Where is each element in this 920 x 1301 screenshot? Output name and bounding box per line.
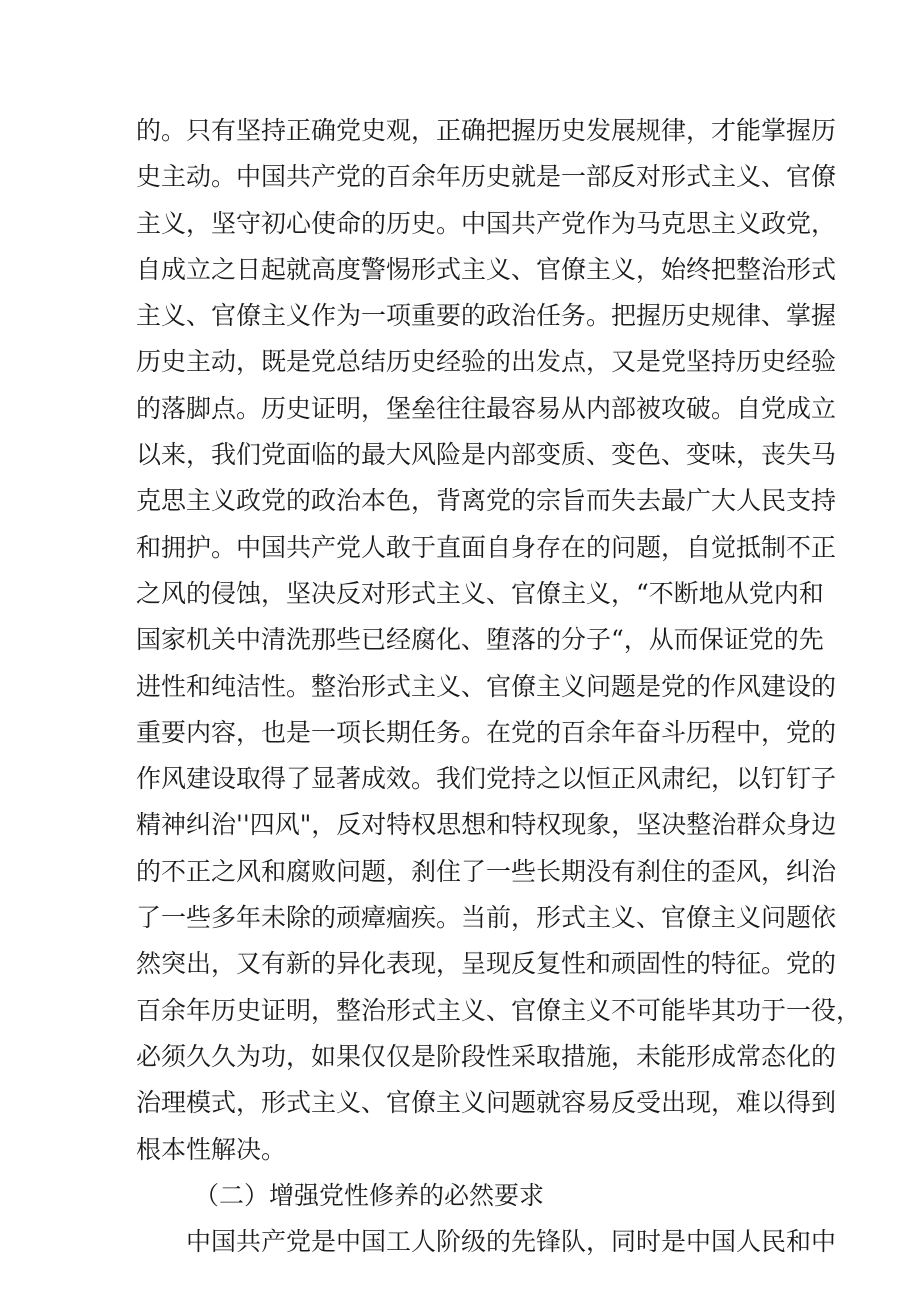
paragraph-line: 克思主义政党的政治本色，背离党的宗旨而失去最广大人民支持 bbox=[136, 486, 837, 516]
paragraph-line: 精神纠治''四风"，反对特权思想和特权现象，坚决整治群众身边 bbox=[136, 810, 837, 840]
paragraph-line: 的落脚点。历史证明，堡垒往往最容易从内部被攻破。自党成立 bbox=[136, 393, 837, 423]
paragraph-line: 进性和纯洁性。整治形式主义、官僚主义问题是党的作风建设的 bbox=[136, 671, 837, 701]
paragraph-line: 重要内容，也是一项长期任务。在党的百余年奋斗历程中，党的 bbox=[136, 717, 837, 747]
paragraph-line: 国家机关中清洗那些已经腐化、堕落的分子“，从而保证党的先 bbox=[136, 625, 824, 655]
paragraph-line: 百余年历史证明，整治形式主义、官僚主义不可能毕其功于一役， bbox=[136, 995, 862, 1025]
paragraph-line: 了一些多年未除的顽瘴痼疾。当前，形式主义、官僚主义问题依 bbox=[136, 903, 837, 933]
paragraph-last-line: 根本性解决。 bbox=[136, 1134, 287, 1164]
paragraph-line: 作风建设取得了显著成效。我们党持之以恒正风肃纪，以钉钉子 bbox=[136, 764, 837, 794]
paragraph-line: 和拥护。中国共产党人敢于直面自身存在的问题，自觉抵制不正 bbox=[136, 532, 837, 562]
paragraph-line: 之风的侵蚀，坚决反对形式主义、官僚主义，“不断地从党内和 bbox=[136, 578, 824, 608]
body-text bbox=[136, 108, 862, 1265]
paragraph-line: 史主动。中国共产党的百余年历史就是一部反对形式主义、官僚 bbox=[136, 162, 837, 192]
paragraph-line: 主义，坚守初心使命的历史。中国共产党作为马克思主义政党， bbox=[136, 208, 837, 238]
paragraph-line: 的。只有坚持正确党史观，正确把握历史发展规律，才能掌握历 bbox=[136, 116, 837, 145]
paragraph-line: 必须久久为功，如果仅仅是阶段性采取措施，未能形成常态化的 bbox=[136, 1041, 837, 1071]
paragraph-line: 历史主动，既是党总结历史经验的出发点，又是党坚持历史经验 bbox=[136, 347, 837, 377]
paragraph-line: 自成立之日起就高度警惕形式主义、官僚主义，始终把整治形式 bbox=[136, 254, 837, 284]
paragraph-line: 治理模式，形式主义、官僚主义问题就容易反受出现，难以得到 bbox=[136, 1088, 837, 1118]
paragraph-line: 主义、官僚主义作为一项重要的政治任务。把握历史规律、掌握 bbox=[136, 301, 837, 331]
next-paragraph-line: 中国共产党是中国工人阶级的先锋队，同时是中国人民和中 bbox=[186, 1227, 837, 1257]
paragraph-line: 以来，我们党面临的最大风险是内部变质、变色、变味，丧失马 bbox=[136, 440, 837, 470]
paragraph-line: 的不正之风和腐败问题，刹住了一些长期没有刹住的歪风，纠治 bbox=[136, 856, 837, 886]
section-heading: （二）增强党性修养的必然要求 bbox=[194, 1180, 545, 1210]
paragraph-line: 然突出，又有新的异化表现，呈现反复性和顽固性的特征。党的 bbox=[136, 949, 837, 979]
